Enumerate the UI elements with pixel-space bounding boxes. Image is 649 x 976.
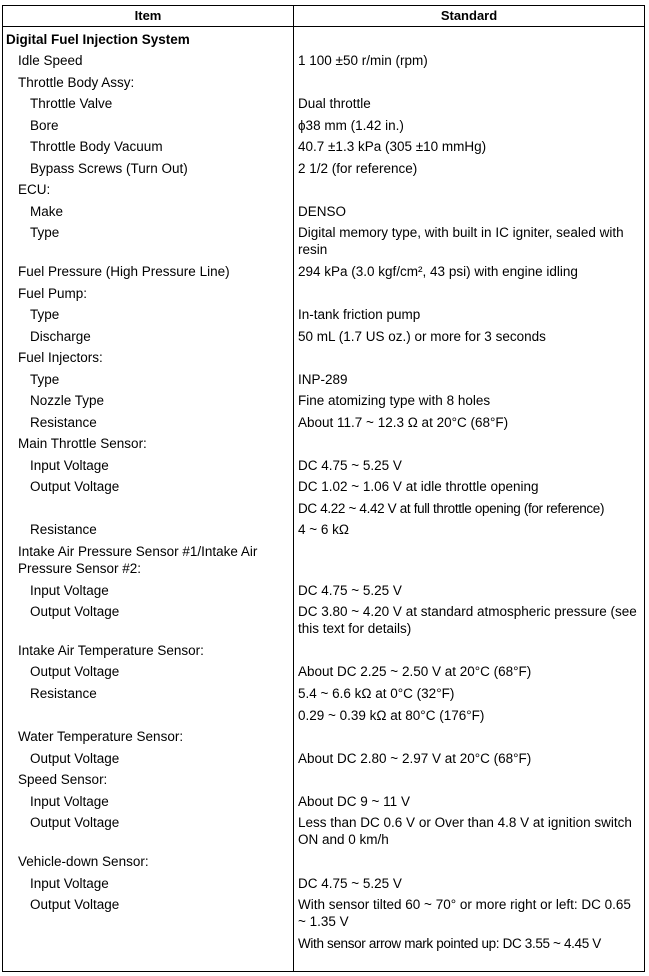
item-label: Type bbox=[30, 372, 60, 387]
item-label: Fuel Pressure (High Pressure Line) bbox=[18, 264, 230, 279]
item-label: Input Voltage bbox=[30, 458, 109, 473]
standard-value: With sensor tilted 60 ~ 70° or more right or left: DC 0.65 ~ 1.35 V bbox=[298, 897, 631, 929]
item-label: Idle Speed bbox=[18, 53, 83, 68]
item-label: Bore bbox=[30, 118, 59, 133]
standard-value: In-tank friction pump bbox=[298, 307, 421, 322]
table-header bbox=[3, 6, 644, 27]
item-label: Resistance bbox=[30, 522, 97, 537]
item-label: Bypass Screws (Turn Out) bbox=[30, 161, 188, 176]
standard-value: 2 1/2 (for reference) bbox=[298, 161, 418, 176]
standard-value: Dual throttle bbox=[298, 96, 371, 111]
standard-value: Less than DC 0.6 V or Over than 4.8 V at ignition switch ON and 0 km/h bbox=[298, 815, 632, 847]
standard-value: About 11.7 ~ 12.3 Ω at 20°C (68°F) bbox=[298, 415, 509, 430]
standard-value: DC 3.80 ~ 4.20 V at standard atmospheric pressure (see this text for details) bbox=[298, 604, 637, 636]
standard-value: 0.29 ~ 0.39 kΩ at 80°C (176°F) bbox=[298, 708, 485, 723]
standard-value: DC 4.75 ~ 5.25 V bbox=[298, 458, 402, 473]
item-label: Output Voltage bbox=[30, 751, 120, 766]
item-label: Vehicle-down Sensor: bbox=[18, 854, 149, 869]
standard-value: INP-289 bbox=[298, 372, 348, 387]
section-heading: Digital Fuel Injection System bbox=[6, 32, 190, 47]
item-label: Discharge bbox=[30, 329, 91, 344]
item-label: Throttle Body Vacuum bbox=[30, 139, 163, 154]
standard-value: About DC 2.25 ~ 2.50 V at 20°C (68°F) bbox=[298, 664, 532, 679]
item-label: Throttle Body Assy: bbox=[18, 75, 135, 90]
standard-value: 4 ~ 6 kΩ bbox=[298, 522, 349, 537]
standard-value: About DC 2.80 ~ 2.97 V at 20°C (68°F) bbox=[298, 751, 532, 766]
item-label: Type bbox=[30, 307, 60, 322]
standard-value: Fine atomizing type with 8 holes bbox=[298, 393, 491, 408]
item-label: Input Voltage bbox=[30, 583, 109, 598]
item-label: Nozzle Type bbox=[30, 393, 105, 408]
item-label: Output Voltage bbox=[30, 897, 120, 912]
item-label: Make bbox=[30, 204, 64, 219]
item-label: Resistance bbox=[30, 686, 97, 701]
item-label: Output Voltage bbox=[30, 815, 120, 830]
standard-value: 1 100 ±50 r/min (rpm) bbox=[298, 53, 428, 68]
standard-value: DC 1.02 ~ 1.06 V at idle throttle opening bbox=[298, 479, 539, 494]
spec-table bbox=[2, 5, 645, 972]
item-label: Main Throttle Sensor: bbox=[18, 436, 147, 451]
item-label: Intake Air Pressure Sensor #1/Intake Air Pressure Sensor #2: bbox=[18, 544, 258, 576]
item-label: Throttle Valve bbox=[30, 96, 113, 111]
standard-column-header: Standard bbox=[440, 8, 498, 23]
standard-value: 40.7 ±1.3 kPa (305 ±10 mmHg) bbox=[298, 139, 487, 154]
standard-value: DC 4.75 ~ 5.25 V bbox=[298, 876, 402, 891]
item-label: Input Voltage bbox=[30, 876, 109, 891]
item-label: Type bbox=[30, 225, 60, 240]
item-label: Output Voltage bbox=[30, 604, 120, 619]
item-label: Water Temperature Sensor: bbox=[18, 729, 184, 744]
standard-value: ϕ38 mm (1.42 in.) bbox=[298, 118, 404, 133]
standard-value: 294 kPa (3.0 kgf/cm², 43 psi) with engine idling bbox=[298, 264, 578, 279]
standard-value: With sensor arrow mark pointed up: DC 3.55 ~ 4.45 V bbox=[298, 936, 601, 951]
standard-value: 5.4 ~ 6.6 kΩ at 0°C (32°F) bbox=[298, 686, 455, 701]
standard-value: About DC 9 ~ 11 V bbox=[298, 794, 410, 809]
item-label: ECU: bbox=[18, 182, 51, 197]
standard-value: Digital memory type, with built in IC igniter, sealed with resin bbox=[298, 225, 624, 257]
standard-value: DENSO bbox=[298, 204, 347, 219]
item-label: Fuel Pump: bbox=[18, 286, 88, 301]
standard-value: DC 4.75 ~ 5.25 V bbox=[298, 583, 402, 598]
column-divider bbox=[293, 6, 294, 971]
item-column-header: Item bbox=[134, 8, 162, 23]
item-label: Fuel Injectors: bbox=[18, 350, 103, 365]
item-label: Output Voltage bbox=[30, 664, 120, 679]
item-label: Intake Air Temperature Sensor: bbox=[18, 643, 204, 658]
standard-value: 50 mL (1.7 US oz.) or more for 3 seconds bbox=[298, 329, 546, 344]
item-label: Resistance bbox=[30, 415, 97, 430]
item-label: Speed Sensor: bbox=[18, 772, 108, 787]
item-label: Output Voltage bbox=[30, 479, 120, 494]
standard-value: DC 4.22 ~ 4.42 V at full throttle opening (for reference) bbox=[298, 501, 605, 516]
item-label: Input Voltage bbox=[30, 794, 109, 809]
